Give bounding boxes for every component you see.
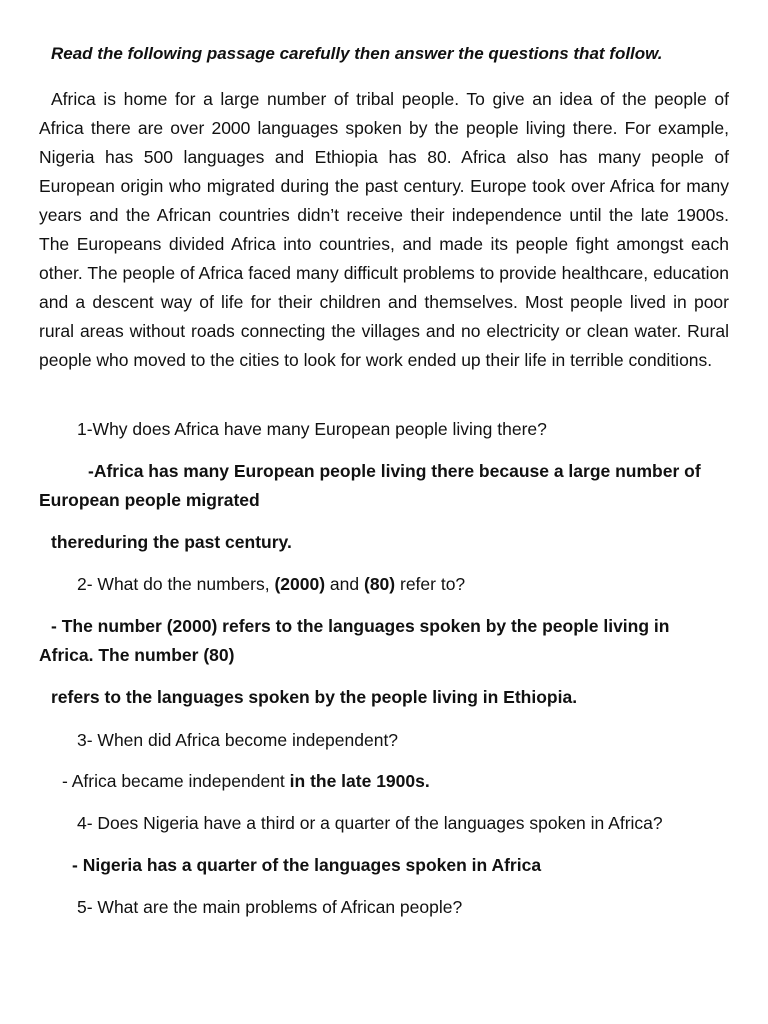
instruction-heading: Read the following passage carefully then answer the questions that follow.: [51, 44, 663, 63]
question-1: 1-Why does Africa have many European people living there?: [77, 419, 547, 439]
answer-1-line-2: European people migrated: [39, 490, 260, 510]
answer-3: [62, 769, 430, 793]
question-2: [77, 572, 465, 596]
answer-2-line-3: refers to the languages spoken by the people living in Ethiopia.: [51, 687, 578, 707]
question-2-text-a: 2- What do the numbers,: [77, 574, 275, 594]
answer-2-line-2: Africa. The number (80): [39, 645, 235, 665]
answer-1-line-3: thereduring the past century.: [51, 532, 292, 552]
question-2-text-b: and: [325, 574, 364, 594]
answer-4: - Nigeria has a quarter of the languages spoken in Africa: [72, 855, 542, 875]
answer-2-line-1: - The number (2000) refers to the languages spoken by the people living in: [51, 616, 670, 636]
question-4: 4- Does Nigeria have a third or a quarter of the languages spoken in Africa?: [77, 813, 663, 833]
answer-1-line-1: -Africa has many European people living there because a large number of: [88, 461, 701, 481]
question-3: 3- When did Africa become independent?: [77, 730, 399, 750]
question-5: 5- What are the main problems of African people?: [77, 897, 463, 917]
question-2-number-2000: (2000): [274, 574, 326, 594]
answer-3-emphasis: in the late 1900s.: [289, 771, 430, 791]
question-2-text-c: refer to?: [395, 574, 466, 594]
reading-passage: Africa is home for a large number of tribal people. To give an idea of the people of Africa there are over 2000 languages spoken by the people living there. For example, Nigeria has 500 languages and Ethiopia has 80. Africa also has many people of European origin who migrated during the past century. Europe took over Africa for many years and the African countries didn’t receive their independence until the late 1900s. The Europeans divided Africa into countries, and made its people fight amongst each other. The people of Africa faced many difficult problems to provide healthcare, education and a descent way of life for their children and themselves. Most people lived in poor rural areas without roads connecting the villages and no electricity or clean water. Rural people who moved to the cities to look for work ended up their life in terrible conditions.: [39, 89, 729, 370]
answer-3-text: - Africa became independent: [62, 771, 290, 791]
question-2-number-80: (80): [364, 574, 396, 594]
